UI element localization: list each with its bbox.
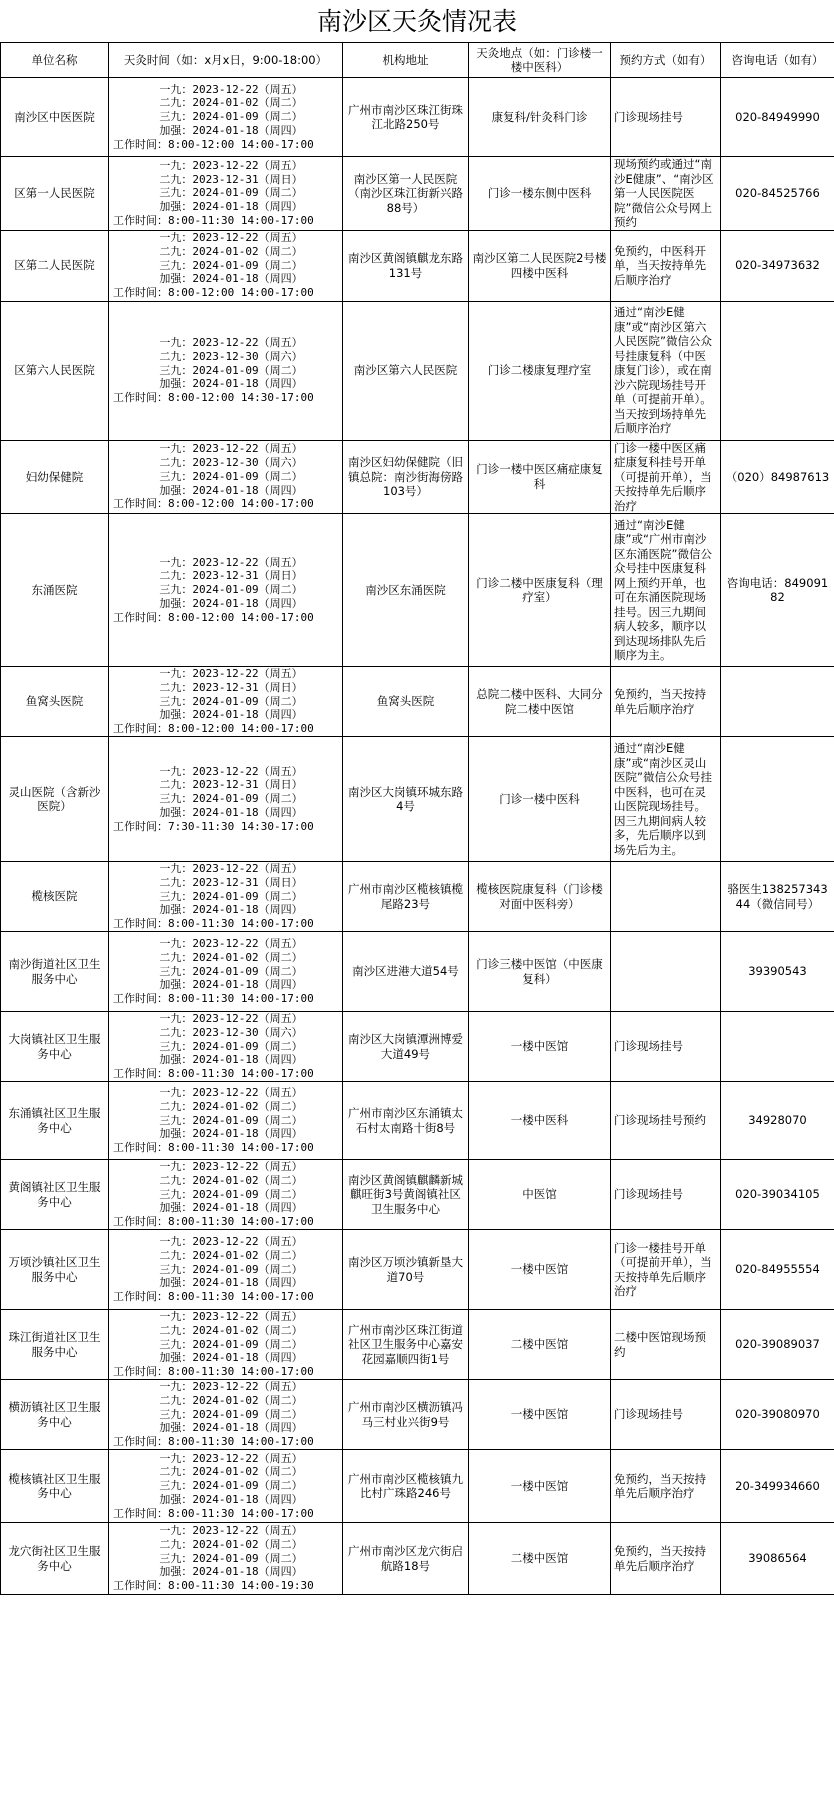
treatment-place: 榄核医院康复科（门诊楼对面中医科旁） bbox=[469, 862, 611, 932]
schedule-line: 加强：2024-01-18（周四） bbox=[113, 903, 303, 917]
booking-method: 免预约，当天按持单先后顺序治疗 bbox=[611, 1450, 721, 1523]
schedule-line: 二九：2024-01-02（周二） bbox=[113, 1248, 303, 1262]
schedule-line: 一九：2023-12-22（周五） bbox=[113, 1086, 303, 1099]
schedule-times bbox=[109, 230, 343, 301]
contact-phone: 020-84525766 bbox=[721, 157, 834, 231]
contact-phone: （020）84987613 bbox=[721, 440, 834, 514]
treatment-place: 门诊一楼中医科 bbox=[469, 737, 611, 862]
header-time: 天灸时间（如：x月x日，9:00-18:00） bbox=[109, 43, 343, 78]
schedule-times bbox=[109, 1523, 343, 1595]
schedule-times bbox=[109, 301, 343, 440]
institution-address: 广州市南沙区珠江街道社区卫生服务中心嘉安花园嘉顺四街1号 bbox=[343, 1310, 469, 1380]
schedule-line: 三九：2024-01-09（周二） bbox=[113, 1479, 303, 1493]
booking-method: 二楼中医馆现场预约 bbox=[611, 1310, 721, 1380]
schedule-line: 加强：2024-01-18（周四） bbox=[113, 1351, 303, 1365]
unit-name: 横沥镇社区卫生服务中心 bbox=[1, 1380, 109, 1450]
unit-name: 黄阁镇社区卫生服务中心 bbox=[1, 1160, 109, 1230]
treatment-place: 一楼中医馆 bbox=[469, 1012, 611, 1082]
schedule-times bbox=[109, 862, 343, 932]
booking-method: 门诊现场挂号 bbox=[611, 1012, 721, 1082]
schedule-line: 加强：2024-01-18（周四） bbox=[113, 1127, 303, 1141]
schedule-line: 工作时间：8:00-11:30 14:00-17:00 bbox=[113, 1435, 314, 1449]
table-row bbox=[1, 301, 834, 440]
schedule-line: 二九：2024-01-02（周二） bbox=[113, 1393, 303, 1407]
schedule-line: 工作时间：8:00-11:30 14:00-17:00 bbox=[113, 1290, 314, 1304]
table-row bbox=[1, 157, 834, 231]
schedule-line: 加强：2024-01-18（周四） bbox=[113, 377, 303, 391]
treatment-place: 一楼中医馆 bbox=[469, 1450, 611, 1523]
unit-name: 妇幼保健院 bbox=[1, 440, 109, 514]
contact-phone: 020-84949990 bbox=[721, 78, 834, 157]
schedule-line: 工作时间：8:00-11:30 14:00-17:00 bbox=[113, 1067, 314, 1081]
institution-address: 广州市南沙区龙穴街启航路18号 bbox=[343, 1523, 469, 1595]
table-row bbox=[1, 1310, 834, 1380]
table-header-row bbox=[1, 43, 834, 78]
schedule-line: 二九：2024-01-02（周二） bbox=[113, 244, 303, 258]
schedule-times bbox=[109, 1160, 343, 1230]
schedule-line: 三九：2024-01-09（周二） bbox=[113, 1407, 303, 1421]
page-title: 南沙区天灸情况表 bbox=[316, 7, 517, 36]
schedule-line: 一九：2023-12-22（周五） bbox=[113, 862, 303, 875]
schedule-line: 二九：2023-12-31（周日） bbox=[113, 680, 303, 694]
schedule-line: 三九：2024-01-09（周二） bbox=[113, 792, 303, 806]
schedule-line: 二九：2023-12-30（周六） bbox=[113, 349, 303, 363]
unit-name: 区第六人民医院 bbox=[1, 301, 109, 440]
table-row bbox=[1, 667, 834, 737]
institution-address: 广州市南沙区横沥镇冯马三村业兴街9号 bbox=[343, 1380, 469, 1450]
schedule-line: 工作时间：8:00-12:00 14:00-17:00 bbox=[113, 610, 314, 624]
schedule-line: 加强：2024-01-18（周四） bbox=[113, 272, 303, 286]
schedule-line: 二九：2024-01-02（周二） bbox=[113, 950, 303, 964]
schedule-line: 加强：2024-01-18（周四） bbox=[113, 1565, 303, 1579]
contact-phone: 020-39089037 bbox=[721, 1310, 834, 1380]
table-row bbox=[1, 1160, 834, 1230]
schedule-line: 工作时间：8:00-11:30 14:00-17:00 bbox=[113, 1506, 314, 1520]
schedule-times bbox=[109, 667, 343, 737]
schedule-line: 三九：2024-01-09（周二） bbox=[113, 110, 303, 124]
schedule-line: 一九：2023-12-22（周五） bbox=[113, 937, 303, 950]
schedule-line: 工作时间：8:00-12:00 14:00-17:00 bbox=[113, 497, 314, 511]
treatment-place: 门诊二楼中医康复科（理疗室） bbox=[469, 514, 611, 667]
table-row bbox=[1, 1012, 834, 1082]
schedule-times bbox=[109, 1082, 343, 1160]
schedule-times bbox=[109, 1012, 343, 1082]
schedule-times bbox=[109, 157, 343, 231]
institution-address: 鱼窝头医院 bbox=[343, 667, 469, 737]
unit-name: 南沙街道社区卫生服务中心 bbox=[1, 932, 109, 1012]
schedule-line: 加强：2024-01-18（周四） bbox=[113, 1053, 303, 1067]
schedule-line: 二九：2023-12-30（周六） bbox=[113, 1025, 303, 1039]
schedule-line: 二九：2024-01-02（周二） bbox=[113, 1465, 303, 1479]
schedule-line: 加强：2024-01-18（周四） bbox=[113, 805, 303, 819]
schedule-line: 二九：2024-01-02（周二） bbox=[113, 1173, 303, 1187]
schedule-line: 加强：2024-01-18（周四） bbox=[113, 1201, 303, 1215]
header-address: 机构地址 bbox=[343, 43, 469, 78]
unit-name: 龙穴街社区卫生服务中心 bbox=[1, 1523, 109, 1595]
schedule-times bbox=[109, 1310, 343, 1380]
treatment-place: 二楼中医馆 bbox=[469, 1310, 611, 1380]
schedule-line: 三九：2024-01-09（周二） bbox=[113, 363, 303, 377]
contact-phone: 39390543 bbox=[721, 932, 834, 1012]
institution-address: 广州市南沙区珠江街珠江北路250号 bbox=[343, 78, 469, 157]
schedule-line: 一九：2023-12-22（周五） bbox=[113, 1160, 303, 1173]
header-place: 天灸地点（如：门诊楼一楼中医科） bbox=[469, 43, 611, 78]
schedule-line: 三九：2024-01-09（周二） bbox=[113, 1551, 303, 1565]
contact-phone bbox=[721, 1012, 834, 1082]
schedule-line: 加强：2024-01-18（周四） bbox=[113, 978, 303, 992]
schedule-times bbox=[109, 737, 343, 862]
schedule-line: 一九：2023-12-22（周五） bbox=[113, 336, 303, 349]
schedule-line: 三九：2024-01-09（周二） bbox=[113, 469, 303, 483]
unit-name: 东涌镇社区卫生服务中心 bbox=[1, 1082, 109, 1160]
schedule-line: 二九：2023-12-31（周日） bbox=[113, 172, 303, 186]
schedule-line: 三九：2024-01-09（周二） bbox=[113, 1039, 303, 1053]
table-row bbox=[1, 932, 834, 1012]
treatment-place: 一楼中医馆 bbox=[469, 1380, 611, 1450]
institution-address: 南沙区大岗镇环城东路4号 bbox=[343, 737, 469, 862]
institution-address: 南沙区第一人民医院（南沙区珠江街新兴路88号） bbox=[343, 157, 469, 231]
schedule-times bbox=[109, 1230, 343, 1310]
booking-method: 门诊现场挂号 bbox=[611, 78, 721, 157]
schedule-line: 二九：2024-01-02（周二） bbox=[113, 96, 303, 110]
schedule-line: 三九：2024-01-09（周二） bbox=[113, 1187, 303, 1201]
schedule-line: 三九：2024-01-09（周二） bbox=[113, 1337, 303, 1351]
unit-name: 南沙区中医医院 bbox=[1, 78, 109, 157]
table-row bbox=[1, 737, 834, 862]
schedule-line: 一九：2023-12-22（周五） bbox=[113, 1310, 303, 1323]
schedule-line: 二九：2024-01-02（周二） bbox=[113, 1537, 303, 1551]
schedule-line: 工作时间：8:00-12:00 14:00-17:00 bbox=[113, 722, 314, 736]
institution-address: 南沙区妇幼保健院（旧镇总院：南沙街海傍路103号） bbox=[343, 440, 469, 514]
schedule-line: 加强：2024-01-18（周四） bbox=[113, 708, 303, 722]
schedule-line: 加强：2024-01-18（周四） bbox=[113, 596, 303, 610]
schedule-line: 工作时间：8:00-11:30 14:00-17:00 bbox=[113, 1365, 314, 1379]
schedule-line: 工作时间：7:30-11:30 14:30-17:00 bbox=[113, 819, 314, 833]
schedule-line: 一九：2023-12-22（周五） bbox=[113, 667, 303, 680]
schedule-line: 三九：2024-01-09（周二） bbox=[113, 1113, 303, 1127]
treatment-place: 门诊一楼中医区痛症康复科 bbox=[469, 440, 611, 514]
unit-name: 榄核医院 bbox=[1, 862, 109, 932]
schedule-line: 二九：2023-12-31（周日） bbox=[113, 875, 303, 889]
unit-name: 区第二人民医院 bbox=[1, 230, 109, 301]
institution-address: 广州市南沙区东涌镇太石村太南路十街8号 bbox=[343, 1082, 469, 1160]
schedule-line: 三九：2024-01-09（周二） bbox=[113, 186, 303, 200]
booking-method: 门诊一楼挂号开单（可提前开单），当天按持单先后顺序治疗 bbox=[611, 1230, 721, 1310]
table-row bbox=[1, 1230, 834, 1310]
schedule-line: 加强：2024-01-18（周四） bbox=[113, 483, 303, 497]
booking-method: 通过“南沙E健康”或“南沙区灵山医院”微信公众号挂中医科，也可在灵山医院现场挂号。因三九期间病人较多，先后顺序以到场先后为主。 bbox=[611, 737, 721, 862]
treatment-place: 总院二楼中医科、大同分院二楼中医馆 bbox=[469, 667, 611, 737]
schedule-line: 二九：2023-12-30（周六） bbox=[113, 456, 303, 470]
header-phone: 咨询电话（如有） bbox=[721, 43, 834, 78]
schedule-line: 一九：2023-12-22（周五） bbox=[113, 82, 303, 96]
schedule-line: 一九：2023-12-22（周五） bbox=[113, 1380, 303, 1393]
schedule-times bbox=[109, 1380, 343, 1450]
institution-address: 广州市南沙区榄核镇九比村广珠路246号 bbox=[343, 1450, 469, 1523]
unit-name: 大岗镇社区卫生服务中心 bbox=[1, 1012, 109, 1082]
schedule-line: 一九：2023-12-22（周五） bbox=[113, 1451, 303, 1465]
booking-method: 门诊现场挂号预约 bbox=[611, 1082, 721, 1160]
booking-method: 免预约，当天按持单先后顺序治疗 bbox=[611, 667, 721, 737]
unit-name: 灵山医院（含新沙医院） bbox=[1, 737, 109, 862]
schedule-line: 一九：2023-12-22（周五） bbox=[113, 158, 303, 172]
schedule-line: 工作时间：8:00-11:30 14:00-17:00 bbox=[113, 1141, 314, 1155]
institution-address: 南沙区东涌医院 bbox=[343, 514, 469, 667]
schedule-line: 三九：2024-01-09（周二） bbox=[113, 964, 303, 978]
unit-name: 鱼窝头医院 bbox=[1, 667, 109, 737]
treatment-place: 一楼中医馆 bbox=[469, 1230, 611, 1310]
booking-method: 门诊一楼中医区痛症康复科挂号开单（可提前开单），当天按持单先后顺序治疗 bbox=[611, 440, 721, 514]
schedule-line: 加强：2024-01-18（周四） bbox=[113, 1421, 303, 1435]
table-row bbox=[1, 78, 834, 157]
contact-phone bbox=[721, 737, 834, 862]
schedule-line: 工作时间：8:00-11:30 14:00-17:00 bbox=[113, 213, 314, 227]
contact-phone bbox=[721, 667, 834, 737]
booking-method: 通过“南沙E健康”或“广州市南沙区东涌医院”微信公众号挂中医康复科网上预约开单，也可在东涌医院现场挂号。因三九期间病人较多，顺序以到达现场排队先后顺序为主。 bbox=[611, 514, 721, 667]
table-row bbox=[1, 862, 834, 932]
contact-phone: 020-39080970 bbox=[721, 1380, 834, 1450]
schedule-line: 工作时间：8:00-11:30 14:00-17:00 bbox=[113, 992, 314, 1006]
treatment-place: 二楼中医馆 bbox=[469, 1523, 611, 1595]
institution-address: 南沙区黄阁镇麒龙东路131号 bbox=[343, 230, 469, 301]
contact-phone: 骆医生13825734344（微信同号） bbox=[721, 862, 834, 932]
institution-address: 南沙区大岗镇潭洲博爱大道49号 bbox=[343, 1012, 469, 1082]
treatment-place: 门诊二楼康复理疗室 bbox=[469, 301, 611, 440]
contact-phone: 020-34973632 bbox=[721, 230, 834, 301]
schedule-line: 一九：2023-12-22（周五） bbox=[113, 231, 303, 244]
schedule-line: 二九：2023-12-31（周日） bbox=[113, 778, 303, 792]
schedule-times bbox=[109, 932, 343, 1012]
header-unit-name: 单位名称 bbox=[1, 43, 109, 78]
schedule-line: 一九：2023-12-22（周五） bbox=[113, 442, 303, 456]
schedule-line: 一九：2023-12-22（周五） bbox=[113, 764, 303, 778]
treatment-place: 中医馆 bbox=[469, 1160, 611, 1230]
contact-phone: 20-349934660 bbox=[721, 1450, 834, 1523]
schedule-line: 工作时间：8:00-11:30 14:00-17:00 bbox=[113, 917, 314, 931]
table-row bbox=[1, 1082, 834, 1160]
unit-name: 榄核镇社区卫生服务中心 bbox=[1, 1450, 109, 1523]
schedule-line: 工作时间：8:00-11:30 14:00-19:30 bbox=[113, 1579, 314, 1593]
schedule-line: 三九：2024-01-09（周二） bbox=[113, 583, 303, 597]
unit-name: 东涌医院 bbox=[1, 514, 109, 667]
unit-name: 珠江街道社区卫生服务中心 bbox=[1, 1310, 109, 1380]
treatment-place: 门诊三楼中医馆（中医康复科） bbox=[469, 932, 611, 1012]
schedule-line: 三九：2024-01-09（周二） bbox=[113, 889, 303, 903]
table-row bbox=[1, 1380, 834, 1450]
booking-method: 免预约，中医科开单，当天按持单先后顺序治疗 bbox=[611, 230, 721, 301]
institution-address: 南沙区万顷沙镇新垦大道70号 bbox=[343, 1230, 469, 1310]
schedule-line: 一九：2023-12-22（周五） bbox=[113, 1012, 303, 1025]
schedule-line: 一九：2023-12-22（周五） bbox=[113, 1235, 303, 1248]
schedule-line: 一九：2023-12-22（周五） bbox=[113, 1524, 303, 1537]
schedule-line: 加强：2024-01-18（周四） bbox=[113, 200, 303, 214]
schedule-line: 三九：2024-01-09（周二） bbox=[113, 258, 303, 272]
schedule-times bbox=[109, 440, 343, 514]
unit-name: 区第一人民医院 bbox=[1, 157, 109, 231]
institution-address: 广州市南沙区榄核镇榄尾路23号 bbox=[343, 862, 469, 932]
contact-phone bbox=[721, 301, 834, 440]
booking-method: 门诊现场挂号 bbox=[611, 1380, 721, 1450]
table-row bbox=[1, 1450, 834, 1523]
treatment-place: 门诊一楼东侧中医科 bbox=[469, 157, 611, 231]
schedule-line: 三九：2024-01-09（周二） bbox=[113, 694, 303, 708]
schedule-times bbox=[109, 1450, 343, 1523]
institution-address: 南沙区进港大道54号 bbox=[343, 932, 469, 1012]
treatment-place: 康复科/针灸科门诊 bbox=[469, 78, 611, 157]
header-booking: 预约方式（如有） bbox=[611, 43, 721, 78]
moxibustion-schedule-table bbox=[0, 42, 834, 1595]
schedule-line: 二九：2023-12-31（周日） bbox=[113, 569, 303, 583]
contact-phone: 34928070 bbox=[721, 1082, 834, 1160]
institution-address: 南沙区黄阁镇麒麟新城麒旺街3号黄阁镇社区卫生服务中心 bbox=[343, 1160, 469, 1230]
schedule-times bbox=[109, 78, 343, 157]
booking-method: 现场预约或通过“南沙E健康”、“南沙区第一人民医院医院”微信公众号网上预约 bbox=[611, 157, 721, 231]
schedule-times bbox=[109, 514, 343, 667]
booking-method: 门诊现场挂号 bbox=[611, 1160, 721, 1230]
booking-method: 通过“南沙E健康”或“南沙区第六人民医院”微信公众号挂康复科（中医康复门诊），或在南沙六院现场挂号开单（可提前开单）。当天按到场持单先后顺序治疗 bbox=[611, 301, 721, 440]
schedule-line: 加强：2024-01-18（周四） bbox=[113, 123, 303, 137]
schedule-line: 工作时间：8:00-12:00 14:30-17:00 bbox=[113, 391, 314, 405]
contact-phone: 020-84955554 bbox=[721, 1230, 834, 1310]
schedule-line: 加强：2024-01-18（周四） bbox=[113, 1492, 303, 1506]
schedule-line: 三九：2024-01-09（周二） bbox=[113, 1262, 303, 1276]
institution-address: 南沙区第六人民医院 bbox=[343, 301, 469, 440]
schedule-line: 工作时间：8:00-11:30 14:00-17:00 bbox=[113, 1215, 314, 1229]
booking-method bbox=[611, 862, 721, 932]
booking-method bbox=[611, 932, 721, 1012]
schedule-line: 工作时间：8:00-12:00 14:00-17:00 bbox=[113, 286, 314, 300]
contact-phone: 咨询电话：84909182 bbox=[721, 514, 834, 667]
schedule-line: 一九：2023-12-22（周五） bbox=[113, 555, 303, 569]
schedule-line: 二九：2024-01-02（周二） bbox=[113, 1323, 303, 1337]
treatment-place: 一楼中医科 bbox=[469, 1082, 611, 1160]
table-row bbox=[1, 514, 834, 667]
schedule-line: 加强：2024-01-18（周四） bbox=[113, 1276, 303, 1290]
treatment-place: 南沙区第二人民医院2号楼四楼中医科 bbox=[469, 230, 611, 301]
table-row bbox=[1, 230, 834, 301]
contact-phone: 020-39034105 bbox=[721, 1160, 834, 1230]
unit-name: 万顷沙镇社区卫生服务中心 bbox=[1, 1230, 109, 1310]
contact-phone: 39086564 bbox=[721, 1523, 834, 1595]
booking-method: 免预约，当天按持单先后顺序治疗 bbox=[611, 1523, 721, 1595]
schedule-line: 工作时间：8:00-12:00 14:00-17:00 bbox=[113, 137, 314, 151]
table-row bbox=[1, 1523, 834, 1595]
table-row bbox=[1, 440, 834, 514]
schedule-line: 二九：2024-01-02（周二） bbox=[113, 1099, 303, 1113]
